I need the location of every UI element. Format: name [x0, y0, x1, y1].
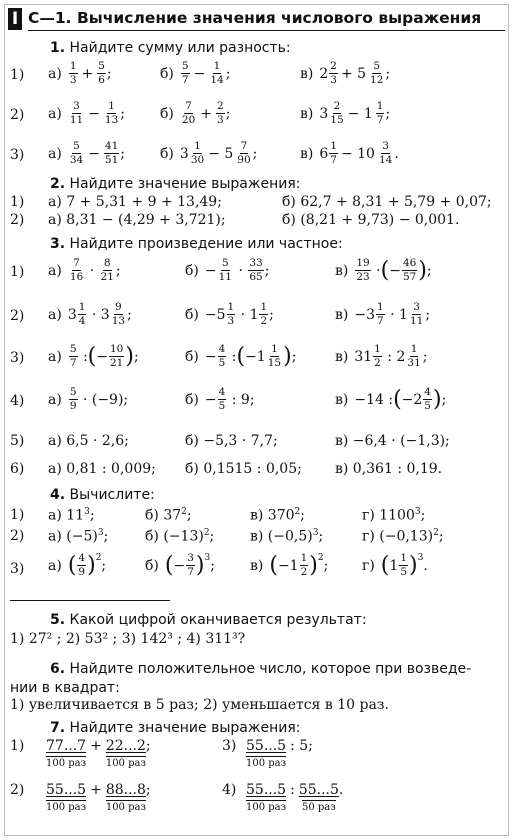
row-number: 1) — [10, 67, 25, 83]
expr-2-2-b: б) (8,21 + 9,73) − 0,001. — [282, 212, 460, 228]
worksheet-header — [8, 8, 505, 32]
fraction — [181, 61, 190, 86]
fraction — [104, 141, 119, 166]
expr-1-3-c — [300, 141, 399, 166]
operator-whole: − 1 — [347, 105, 373, 122]
expr-4-3-b: б) ( − $\frac{3}{7}$ ) $^3$ ; — [145, 552, 215, 578]
expr-3-3-b: б) − $\frac{4}{5}$ : ( −1 $\frac{1}{15}$ ) ; — [185, 343, 297, 369]
fraction — [190, 141, 205, 166]
task-6-heading — [50, 661, 471, 677]
expr-4-2-b: б) $(-13)^2$; — [145, 528, 215, 545]
punct: ; — [120, 105, 126, 122]
repeated-digits — [46, 738, 86, 769]
fraction — [69, 61, 78, 86]
numerator: 3 — [382, 140, 389, 152]
fraction: $\frac{3}{7}$ — [187, 552, 194, 578]
fraction: $\frac{4}{5}$ — [424, 386, 431, 412]
numerator: 5 — [181, 60, 189, 72]
expr-3-3-c: в) 31 $\frac{1}{2}$ : 2 $\frac{1}{31}$ ; — [335, 343, 428, 369]
row-number: 3) — [222, 738, 237, 754]
task-6-items: 1) увеличивается в 5 раз; 2) уменьшается в 10 раз. — [10, 697, 389, 713]
expr-3-1-b: б) − $\frac{5}{11}$ · $\frac{33}{65}$ ; — [185, 257, 270, 283]
repeated-digits — [299, 782, 339, 813]
digits: 77...7 — [46, 738, 87, 754]
task-text: Вычислите: — [69, 487, 155, 503]
item-label: б) — [160, 145, 174, 162]
task-1-row-1 — [0, 60, 513, 86]
task-number: 3. — [50, 236, 66, 252]
numerator: 2 — [217, 100, 224, 112]
fraction — [181, 101, 196, 126]
punct: ; — [145, 782, 151, 798]
row-number: 6) — [10, 461, 25, 477]
row-number: 3) — [10, 147, 25, 163]
denominator: 15 — [330, 114, 344, 126]
expr-2-1-a: а) 7 + 5,31 + 9 + 13,49; — [48, 194, 222, 210]
row-number: 2) — [10, 308, 25, 324]
denominator: 90 — [237, 154, 251, 166]
fraction — [236, 141, 251, 166]
denominator: 3 — [330, 74, 337, 86]
repeated-digits — [106, 782, 146, 813]
item-label: в) — [335, 262, 349, 279]
denominator: 7 — [376, 114, 384, 126]
operator: + — [90, 782, 102, 798]
expr-3-2-a: а) 3 $\frac{1}{4}$ · 3 $\frac{9}{13}$ ; — [48, 301, 132, 327]
punct: ; — [225, 105, 231, 122]
fraction: $\frac{1}{2}$ — [300, 552, 308, 578]
fraction: $\frac{10}{21}$ — [110, 343, 124, 369]
expr-3-2-c: в) −3 $\frac{1}{7}$ · 1 $\frac{3}{11}$ ; — [335, 301, 431, 327]
task-text: Найдите произведение или частное: — [69, 236, 343, 252]
item-label: в) — [300, 145, 314, 162]
fraction: $\frac{7}{16}$ — [69, 257, 84, 283]
punct: . — [338, 782, 344, 798]
item-label: б) — [145, 557, 159, 574]
item-label: а) — [48, 306, 62, 323]
expr-pre: −14 : — [354, 391, 394, 408]
fraction: $\frac{3}{11}$ — [409, 301, 424, 327]
title-underline — [28, 30, 505, 31]
row-number: 2) — [10, 528, 25, 544]
fraction: $\frac{4}{5}$ — [218, 343, 226, 369]
repeat-count: 50 раз — [301, 802, 336, 813]
expr-3-6-a: а) 0,81 : 0,009; — [48, 461, 156, 477]
item-label: а) — [48, 262, 62, 279]
fraction: $\frac{19}{23}$ — [356, 257, 370, 283]
expr-3-5-c: в) −6,4 · (−1,3); — [335, 433, 450, 449]
task-4-row-3 — [0, 552, 513, 578]
worksheet-title: С—1. Вычисление значения числового выражения — [28, 9, 482, 27]
expr-2-2-a: а) 8,31 − (4,29 + 3,721); — [48, 212, 226, 228]
row-number: 1) — [10, 194, 25, 210]
fraction: $\frac{8}{21}$ — [100, 257, 114, 283]
expr-1-2-b — [160, 101, 230, 126]
repeat-count: 100 раз — [46, 802, 87, 813]
fraction — [216, 101, 225, 126]
expr-4-3-a: а) ( $\frac{4}{9}$ ) $^2$ ; — [48, 552, 107, 578]
repeat-count: 100 раз — [105, 802, 146, 813]
operator: + — [200, 105, 212, 122]
repeated-digits — [106, 738, 146, 769]
expr-3-3-a: а) $\frac{5}{7}$ : ( − $\frac{10}{21}$ ) ; — [48, 343, 139, 369]
punct: ; — [120, 145, 126, 162]
task-text: Найдите значение выражения: — [69, 720, 301, 736]
operator: : — [290, 782, 295, 798]
fraction — [209, 61, 224, 86]
expr-3-5-a: а) 6,5 · 2,6; — [48, 433, 129, 449]
punct: ; — [385, 105, 391, 122]
fraction — [376, 101, 385, 126]
fraction — [378, 141, 393, 166]
expr-3-1-c: в) $\frac{19}{23}$ · ( − $\frac{46}{57}$ ) ; — [335, 257, 432, 283]
expr-3-4-c: в) −14 : ( −2 $\frac{4}{5}$ ) ; — [335, 386, 447, 412]
denominator: 7 — [330, 154, 337, 166]
denominator: 3 — [69, 74, 77, 86]
repeated-digits — [246, 738, 286, 769]
expr-4-2-c: в) $(-0,5)^3$; — [250, 528, 324, 545]
row-number: 3) — [10, 561, 25, 577]
item-label: г) — [362, 557, 375, 574]
task-text: Найдите сумму или разность: — [69, 40, 291, 56]
item-label: б) — [160, 105, 174, 122]
fraction: $\frac{1}{31}$ — [407, 343, 421, 369]
denominator: 51 — [104, 154, 119, 166]
task-number: 5. — [50, 612, 66, 628]
punct: ; — [385, 65, 391, 82]
row-number: 2) — [10, 212, 25, 228]
denominator: 14 — [378, 154, 393, 166]
repeat-count: 100 раз — [46, 758, 87, 769]
item-label: б) — [160, 65, 174, 82]
fraction: $\frac{46}{57}$ — [402, 257, 417, 283]
expr-3-6-c: в) 0,361 : 0,19. — [335, 461, 443, 477]
fraction: $\frac{1}{4}$ — [78, 301, 86, 327]
fraction: $\frac{1}{7}$ — [376, 301, 384, 327]
task-3-row-4 — [0, 386, 513, 412]
item-label: в) — [300, 105, 314, 122]
fraction — [69, 141, 84, 166]
item-label: а) — [48, 391, 62, 408]
fraction: $\frac{5}{7}$ — [69, 343, 77, 369]
denominator: 7 — [181, 74, 189, 86]
task-6-heading-cont: нии в квадрат: — [10, 680, 120, 696]
digits: 22...2 — [105, 738, 146, 754]
digits: 55...5 — [46, 782, 87, 798]
denominator: 13 — [104, 114, 119, 126]
fraction: $\frac{5}{9}$ — [69, 386, 77, 412]
fraction: $\frac{9}{13}$ — [111, 301, 126, 327]
repeat-count: 100 раз — [246, 802, 287, 813]
fraction — [329, 141, 338, 166]
fraction: $\frac{1}{15}$ — [267, 343, 282, 369]
expr-1-2-c — [300, 101, 390, 126]
expr-4-3-d: г) ( 1 $\frac{1}{5}$ ) $^3$ . — [362, 552, 428, 578]
expr-4-1-d: г) 1100$^3$; — [362, 507, 426, 524]
item-label: в) — [250, 557, 264, 574]
denominator: 11 — [69, 114, 84, 126]
operator: + — [90, 738, 102, 754]
row-number: 1) — [10, 264, 25, 280]
task-2-heading — [50, 176, 300, 192]
numerator: 5 — [373, 60, 381, 72]
expr-3-6-b: б) 0,1515 : 0,05; — [185, 461, 302, 477]
numerator: 41 — [104, 140, 119, 152]
expr-tail: : 9; — [231, 391, 255, 408]
expr-7-1 — [46, 738, 151, 769]
repeated-digits — [46, 782, 86, 813]
row-number: 3) — [10, 350, 25, 366]
numerator: 3 — [73, 100, 80, 112]
fraction: $\frac{4}{5}$ — [218, 386, 226, 412]
numerator: 1 — [194, 140, 201, 152]
numerator: 5 — [98, 60, 105, 72]
numerator: 1 — [213, 60, 221, 72]
task-1-row-2 — [0, 100, 513, 126]
numerator: 1 — [69, 60, 77, 72]
row-number: 4) — [10, 393, 25, 409]
task-3-row-1 — [0, 257, 513, 283]
task-text: Какой цифрой оканчивается результат: — [69, 612, 367, 628]
whole-part: 3 — [319, 105, 329, 122]
fraction — [329, 61, 338, 86]
item-label: а) — [48, 65, 62, 82]
expr-4-3-c: в) ( −1 $\frac{1}{2}$ ) $^2$ ; — [250, 552, 329, 578]
numerator: 1 — [330, 140, 337, 152]
punct: ; — [225, 65, 231, 82]
denominator: 3 — [217, 114, 224, 126]
fraction — [104, 101, 119, 126]
denominator: 12 — [370, 74, 384, 86]
repeated-digits — [246, 782, 286, 813]
numerator: 1 — [376, 100, 384, 112]
expr-7-3 — [246, 738, 313, 769]
task-7-heading — [50, 720, 300, 736]
numerator: 7 — [240, 140, 248, 152]
whole-part: 6 — [319, 145, 329, 162]
fraction: $\frac{33}{65}$ — [249, 257, 263, 283]
operator-whole: − 5 — [208, 145, 234, 162]
fraction: $\frac{1}{3}$ — [227, 301, 235, 327]
task-3-row-2 — [0, 301, 513, 327]
denominator: 20 — [181, 114, 196, 126]
numerator: 5 — [73, 140, 80, 152]
item-label: в) — [300, 65, 314, 82]
task-4-heading — [50, 487, 155, 503]
expr-4-1-a: а) $11^3$; — [48, 507, 95, 524]
expr-3-1-a: а) $\frac{7}{16}$ · $\frac{8}{21}$ ; — [48, 257, 121, 283]
denominator: 14 — [210, 74, 224, 86]
expr-4-1-b: б) $37^2$; — [145, 507, 192, 524]
expr-7-2 — [46, 782, 151, 813]
denominator: 30 — [190, 154, 205, 166]
operator: − — [88, 145, 100, 162]
fraction — [369, 61, 384, 86]
task-number: 2. — [50, 176, 66, 192]
expr-4-2-a: а) $(-5)^3$; — [48, 528, 109, 545]
task-number: 4. — [50, 487, 66, 503]
fraction — [69, 101, 84, 126]
item-label: а) — [48, 105, 62, 122]
denominator: 6 — [98, 74, 105, 86]
expr-1-3-a — [48, 141, 125, 166]
item-label: в) — [335, 391, 349, 408]
operator-whole: − 10 — [340, 145, 375, 162]
whole-part: 3 — [179, 145, 189, 162]
row-number: 1) — [10, 507, 25, 523]
operator: − — [193, 65, 206, 82]
expr-2-1-b: б) 62,7 + 8,31 + 5,79 + 0,07; — [282, 194, 492, 210]
punct: ; — [145, 738, 151, 754]
whole-part: 2 — [319, 65, 329, 82]
row-number: 5) — [10, 433, 25, 449]
item-label: б) — [185, 391, 199, 408]
numerator: 2 — [330, 60, 337, 72]
expr-1-3-b — [160, 141, 257, 166]
task-1-row-3 — [0, 140, 513, 166]
task-text: Найдите положительное число, которое при возведе- — [69, 661, 472, 677]
numerator: 2 — [333, 100, 341, 112]
expr-1-2-a — [48, 101, 125, 126]
task-1-heading — [50, 40, 291, 56]
fraction: $\frac{4}{9}$ — [78, 552, 86, 578]
section-divider — [10, 600, 170, 601]
operator: − — [88, 105, 100, 122]
operator: + — [81, 65, 94, 82]
expr-3-4-a — [48, 387, 128, 412]
row-number: 4) — [222, 782, 237, 798]
repeat-count: 100 раз — [105, 758, 146, 769]
digits: 55...5 — [246, 782, 287, 798]
fraction — [97, 61, 106, 86]
item-label: а) — [48, 145, 62, 162]
item-label: б) — [185, 262, 199, 279]
fraction: $\frac{1}{2}$ — [374, 343, 381, 369]
task-number: 1. — [50, 40, 66, 56]
digits: 55...5 — [298, 782, 339, 798]
expr-3-2-b: б) −5 $\frac{1}{3}$ · 1 $\frac{1}{2}$ ; — [185, 301, 274, 327]
expr-1-1-c — [300, 61, 390, 86]
task-text: Найдите значение выражения: — [69, 176, 301, 192]
row-number: 2) — [10, 782, 25, 798]
item-label: а) — [48, 557, 62, 574]
operator-whole: + 5 — [340, 65, 367, 82]
item-label: а) — [48, 348, 62, 365]
expr-7-4 — [246, 782, 343, 813]
task-3-heading — [50, 236, 343, 252]
task-5-heading — [50, 612, 367, 628]
expr-3-5-b: б) −5,3 · 7,7; — [185, 433, 278, 449]
numerator: 1 — [108, 100, 115, 112]
expr-1-1-b — [160, 61, 230, 86]
item-label: в) — [335, 348, 349, 365]
task-number: 6. — [50, 661, 66, 677]
item-label: в) — [335, 306, 349, 323]
punct: ; — [106, 65, 112, 82]
denominator: 34 — [69, 154, 84, 166]
expr-tail: · (−9); — [82, 391, 129, 408]
expr-1-1-a — [48, 61, 112, 86]
numerator: 7 — [185, 100, 192, 112]
row-number: 1) — [10, 738, 25, 754]
expr-3-4-b: б) − $\frac{4}{5}$ : 9; — [185, 386, 255, 412]
expr-4-1-c: в) $370^2$; — [250, 507, 305, 524]
row-number: 2) — [10, 107, 25, 123]
fraction: $\frac{1}{5}$ — [400, 552, 407, 578]
digits: 55...5 — [246, 738, 287, 754]
fraction: $\frac{5}{11}$ — [218, 257, 232, 283]
section-roman-badge: I — [8, 8, 22, 30]
expr-tail: : 5; — [290, 738, 313, 754]
expr-4-2-d: г) $(-0,13)^2$; — [362, 528, 444, 545]
task-number: 7. — [50, 720, 66, 736]
punct: ; — [252, 145, 258, 162]
repeat-count: 100 раз — [246, 758, 287, 769]
item-label: б) — [185, 306, 199, 323]
digits: 88...8 — [105, 782, 146, 798]
fraction: $\frac{1}{2}$ — [260, 301, 268, 327]
punct: . — [394, 145, 399, 162]
item-label: б) — [185, 348, 199, 365]
task-3-row-3 — [0, 343, 513, 369]
fraction — [329, 101, 344, 126]
task-5-items: 1) 27² ; 2) 53² ; 3) 142³ ; 4) 311³? — [10, 631, 246, 647]
